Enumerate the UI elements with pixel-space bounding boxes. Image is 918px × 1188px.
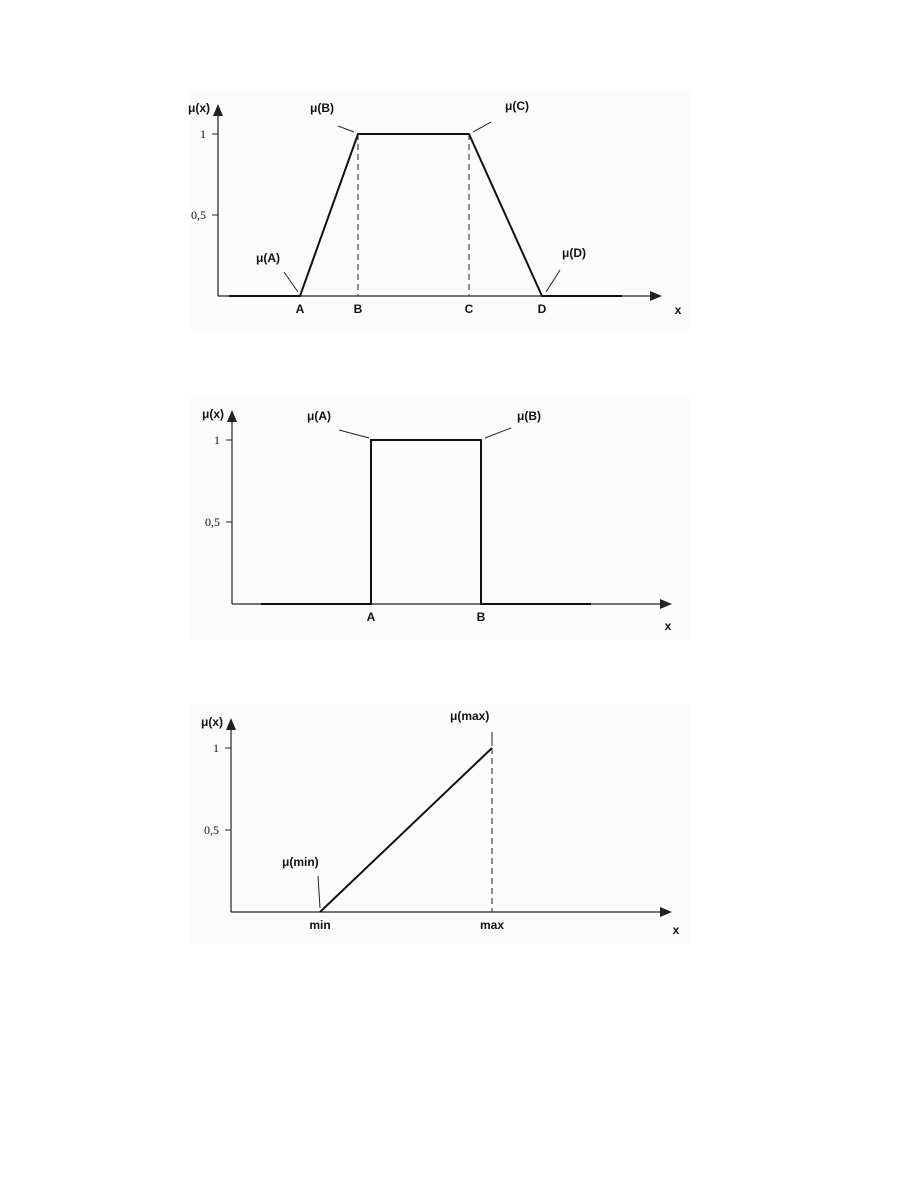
- chart-3-point-label: μ(max): [450, 709, 490, 723]
- chart-3-x-tick-label: max: [479, 918, 505, 932]
- chart-1-y-tick-label: 0,5: [191, 208, 206, 222]
- chart-3-y-tick-label: 1: [213, 741, 219, 755]
- chart-2-annotation-leader: [485, 428, 511, 438]
- chart-2-x-axis-arrow: [660, 599, 672, 609]
- chart-3-x-axis-arrow: [660, 907, 672, 917]
- chart-1-x-tick-label: C: [464, 302, 474, 316]
- chart-1-annotation-leader: [284, 272, 298, 292]
- chart-3-x-axis-label: x: [672, 923, 680, 937]
- chart-2-y-tick-label: 1: [214, 433, 220, 447]
- chart-2-y-tick-label: 0,5: [205, 515, 220, 529]
- chart-3-membership-line: [320, 748, 492, 912]
- chart-2-x-axis-label: x: [664, 619, 672, 633]
- chart-3-x-tick-label: min: [309, 918, 331, 932]
- chart-1-y-axis-label: μ(x): [188, 101, 211, 115]
- chart-2-x-tick-label: A: [366, 610, 376, 624]
- chart-1-y-axis-arrow: [213, 104, 223, 116]
- chart-2-membership-line: [261, 440, 591, 604]
- chart-1-x-axis-label: x: [674, 303, 682, 317]
- chart-1-y-tick-label: 1: [200, 127, 206, 141]
- chart-2-x-tick-label: B: [476, 610, 486, 624]
- chart-1-point-label: μ(C): [505, 99, 529, 113]
- chart-2-y-axis-arrow: [227, 410, 237, 422]
- chart-2-annotation-leader: [339, 430, 369, 438]
- chart-1-x-tick-label: B: [353, 302, 363, 316]
- chart-3-y-axis-arrow: [226, 718, 236, 730]
- chart-1-point-label: μ(A): [256, 251, 280, 265]
- chart-1-x-tick-label: D: [537, 302, 547, 316]
- chart-1-x-axis-arrow: [650, 291, 662, 301]
- chart-2-point-label: μ(A): [307, 409, 331, 423]
- chart-3-y-tick-label: 0,5: [204, 823, 219, 837]
- chart-1-point-label: μ(B): [310, 101, 334, 115]
- chart-2-y-axis-label: μ(x): [202, 407, 225, 421]
- chart-1-annotation-leader: [473, 122, 491, 132]
- chart-1-annotation-leader: [546, 270, 560, 292]
- chart-3-y-axis-label: μ(x): [201, 715, 224, 729]
- chart-1-annotation-leader: [338, 126, 354, 132]
- chart-1-point-label: μ(D): [562, 246, 586, 260]
- chart-1-membership-line: [229, 134, 622, 296]
- chart-3-point-label: μ(min): [282, 855, 319, 869]
- chart-1-x-tick-label: A: [295, 302, 305, 316]
- chart-2-point-label: μ(B): [517, 409, 541, 423]
- chart-3-annotation-leader: [318, 876, 320, 908]
